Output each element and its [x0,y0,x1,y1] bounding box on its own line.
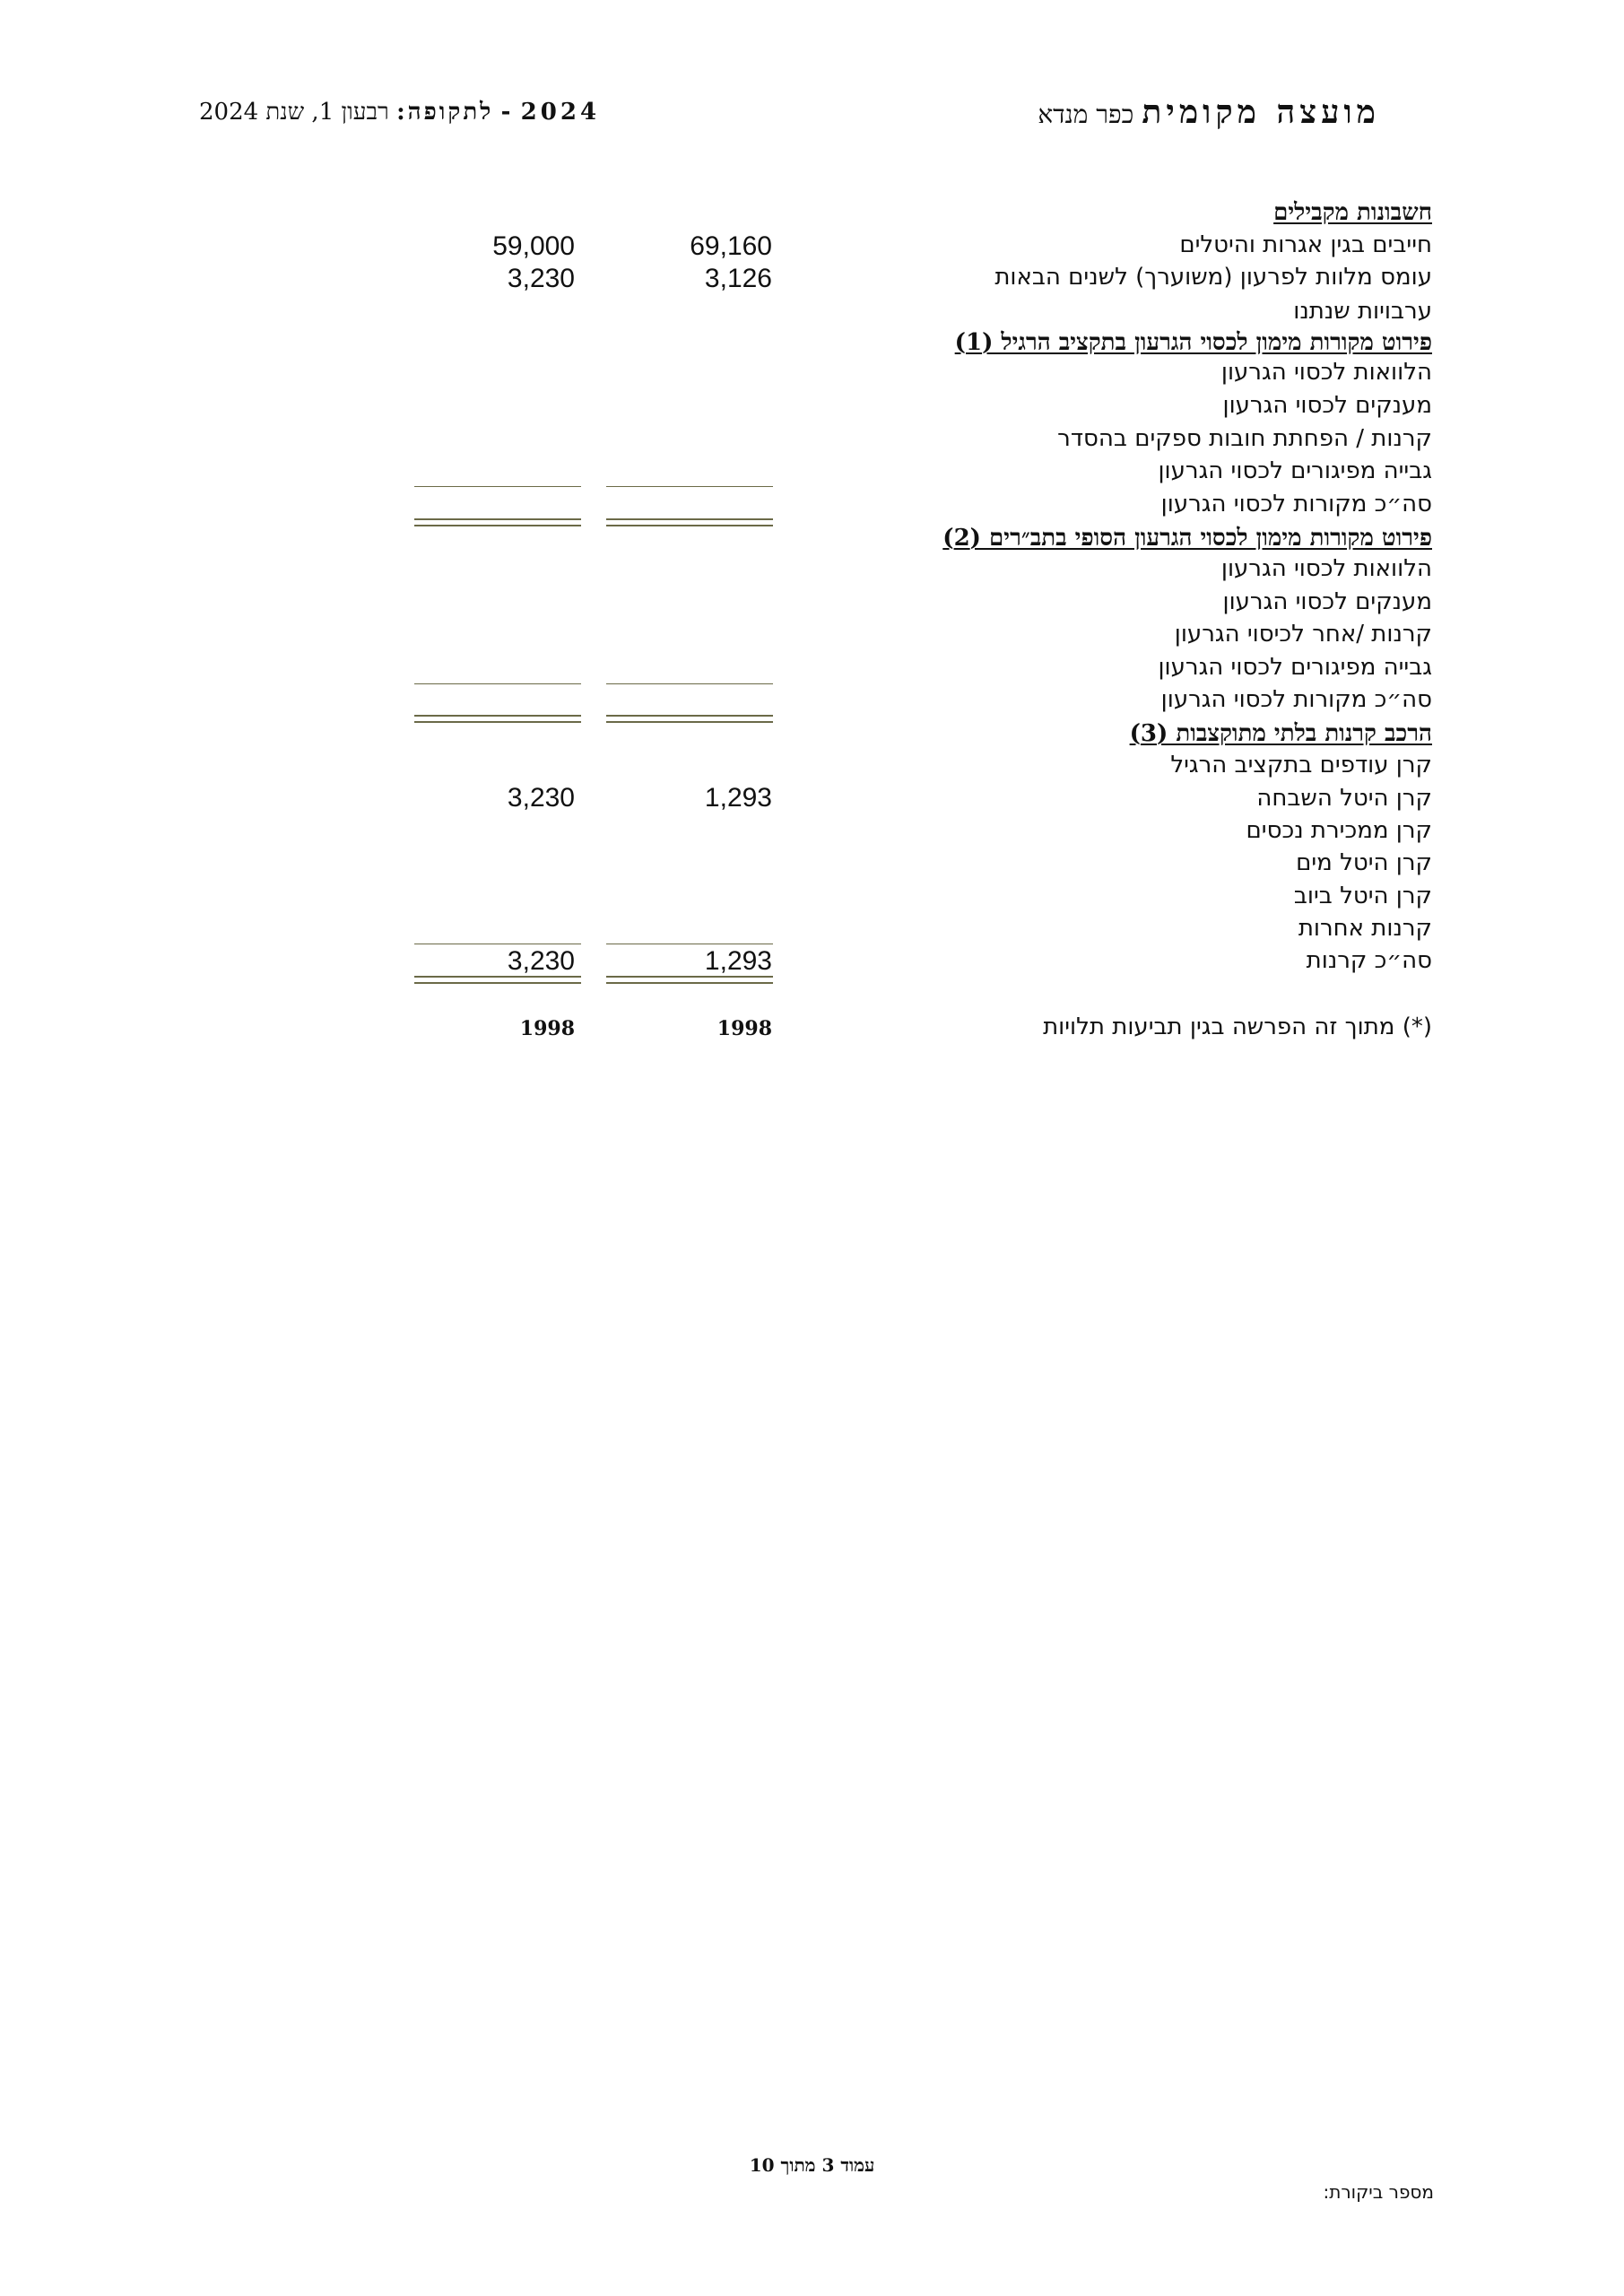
funds-heading: הרכב קרנות בלתי מתוקצבות (3) [1129,720,1432,747]
deficit-final-row-label: מענקים לכסוי הגרעון [1222,588,1432,615]
total-double-rule [606,715,773,723]
funds-total-col1: 1,293 [704,946,772,976]
deficit-final-row-label: קרנות /אחר לכיסוי הגרעון [1174,621,1432,648]
note-value-col1: 1998 [716,1017,772,1040]
total-double-rule [414,976,581,984]
note-value-col2: 1998 [519,1017,575,1040]
parallel-accounts-row-label: ערבויות שנתנו [1293,298,1432,325]
funds-row-label: קרן ממכירת נכסים [1246,817,1432,844]
deficit-final-total-label: סה״כ מקורות לכסוי הגרעון [1160,686,1432,713]
subtotal-rule [606,683,773,684]
funds-row-label: קרן היטל ביוב [1293,883,1432,909]
funds-total-col2: 3,230 [507,946,575,976]
funds-row-value-col1: 1,293 [704,783,772,813]
subtotal-rule [414,683,581,684]
total-double-rule [606,976,773,984]
funds-row-value-col2: 3,230 [507,783,575,813]
period-label: לתקופה: [396,99,494,126]
deficit-regular-row-label: מענקים לכסוי הגרעון [1222,392,1432,419]
note-label: (*) מתוך זה הפרשה בגין תביעות תלויות [1043,1013,1432,1040]
subtotal-rule [606,486,773,487]
total-double-rule [414,715,581,723]
deficit-regular-row-label: גבייה מפיגורים לכסוי הגרעון [1158,457,1432,484]
deficit-regular-heading: פירוט מקורות מימון לכסוי הגרעון בתקציב הרגיל (1) [954,329,1432,356]
funds-row-label: קרנות אחרות [1298,915,1432,942]
total-double-rule [414,518,581,526]
subtotal-rule [414,486,581,487]
organization-place: כפר מנדא [1038,100,1134,129]
parallel-accounts-row-value-col2: 3,230 [507,264,575,293]
funds-total-label: סה״כ קרנות [1306,947,1432,974]
funds-row-label: קרן היטל מים [1296,849,1432,876]
period-value: רבעון 1, שנת 2024 [199,99,389,126]
parallel-accounts-heading: חשבונות מקבילים [1273,199,1432,226]
control-number-label: מספר ביקורת: [1323,2181,1434,2203]
page-number: עמוד 3 מתוך 10 [749,2154,875,2176]
deficit-regular-row-label: קרנות / הפחתת חובות ספקים בהסדר [1057,425,1432,452]
report-period [199,99,600,126]
funds-row-label: קרן עודפים בתקציב הרגיל [1170,752,1432,778]
parallel-accounts-row-value-col1: 3,126 [704,264,772,293]
organization-title [1038,93,1380,131]
deficit-regular-total-label: סה״כ מקורות לכסוי הגרעון [1160,491,1432,517]
funds-row-label: קרן היטל השבחה [1256,785,1432,812]
total-double-rule [606,518,773,526]
organization-name: מועצה מקומית [1142,93,1380,131]
deficit-regular-row-label: הלוואות לכסוי הגרעון [1220,359,1432,386]
deficit-final-row-label: גבייה מפיגורים לכסוי הגרעון [1158,654,1432,681]
parallel-accounts-row-label: עומס מלוות לפרעון (משוערך) לשנים הבאות [994,264,1432,291]
parallel-accounts-row-value-col2: 59,000 [492,231,575,261]
period-separator: - [500,99,514,126]
report-year: 2024 [520,99,601,126]
parallel-accounts-row-value-col1: 69,160 [690,231,772,261]
deficit-final-row-label: הלוואות לכסוי הגרעון [1220,555,1432,582]
parallel-accounts-row-label: חייבים בגין אגרות והיטלים [1179,231,1432,258]
deficit-final-heading: פירוט מקורות מימון לכסוי הגרעון הסופי בתב״רים (2) [942,525,1432,552]
